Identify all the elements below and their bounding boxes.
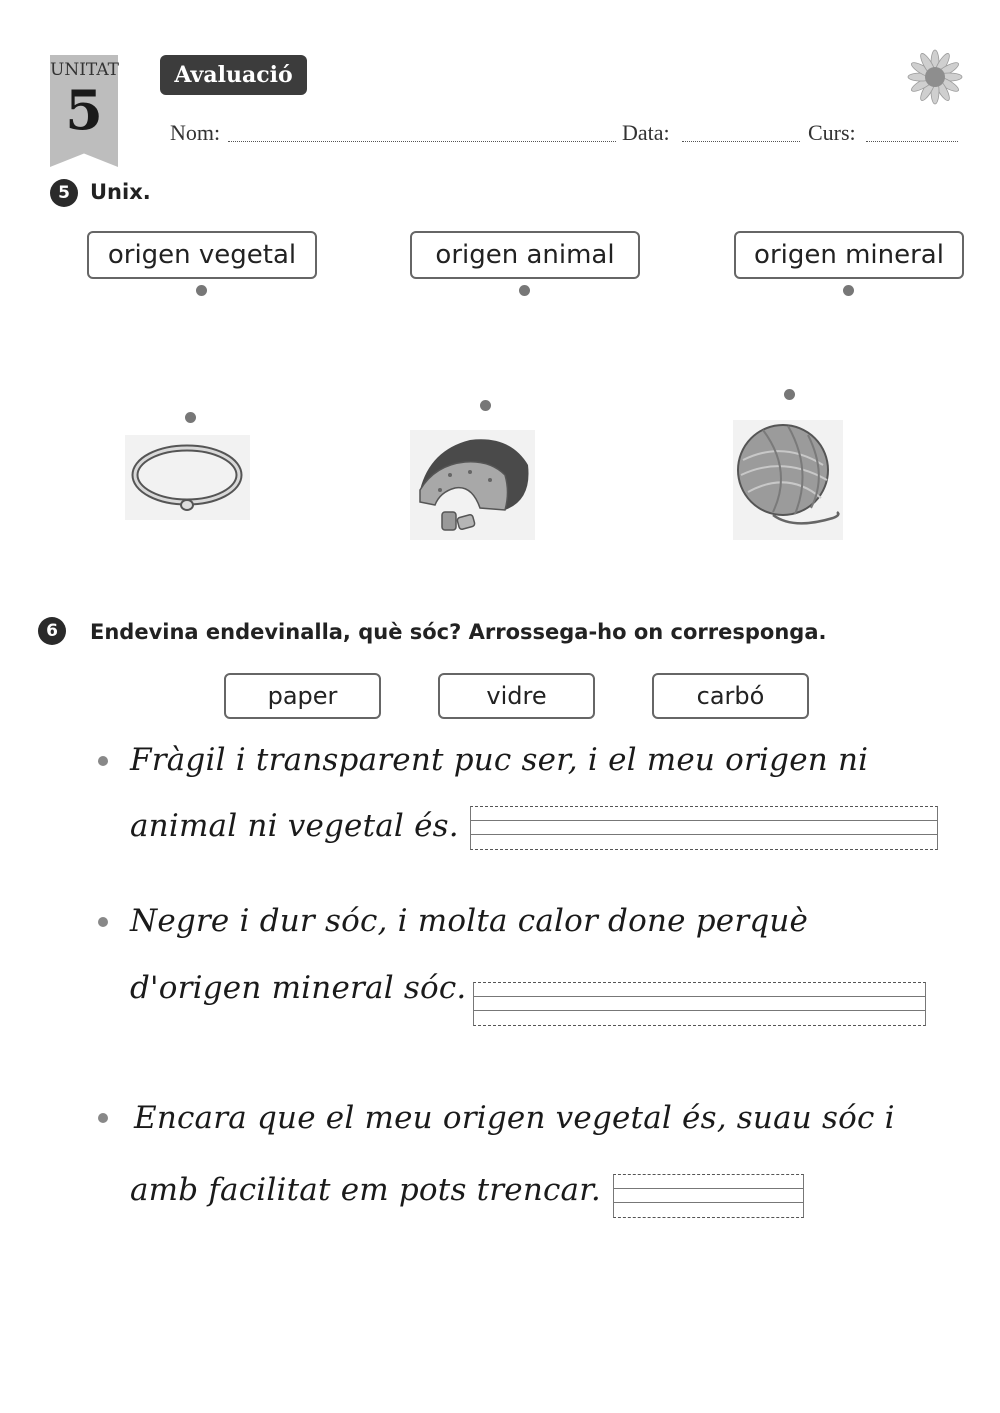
connect-dot-vegetal[interactable] <box>196 285 207 296</box>
exercise-5-number: 5 <box>50 179 78 207</box>
connect-dot-mineral[interactable] <box>843 285 854 296</box>
course-label: Curs: <box>808 120 856 145</box>
unit-number: 5 <box>65 78 103 142</box>
bracelet-icon <box>125 435 250 520</box>
category-vegetal: origen vegetal <box>87 231 317 279</box>
riddle-bullet <box>98 756 108 766</box>
answer-drop-2[interactable] <box>473 982 926 1026</box>
category-mineral: origen mineral <box>734 231 964 279</box>
date-label: Data: <box>622 120 670 145</box>
riddle-2-line-1: Negre i dur sóc, i molta calor done perquè <box>130 903 809 939</box>
connect-dot-bracelet[interactable] <box>185 412 196 423</box>
riddle-bullet <box>98 917 108 927</box>
answer-drop-3[interactable] <box>613 1174 804 1218</box>
unit-label: UNITAT <box>50 60 120 80</box>
flower-icon <box>906 48 964 106</box>
word-carbo[interactable]: carbó <box>652 673 809 719</box>
connect-dot-yarn[interactable] <box>784 389 795 400</box>
riddle-1-line-2: animal ni vegetal és. <box>130 808 459 844</box>
exercise-6-number: 6 <box>38 617 66 645</box>
cork-icon <box>410 430 535 540</box>
name-field[interactable] <box>228 140 616 142</box>
connect-dot-cork[interactable] <box>480 400 491 411</box>
course-field[interactable] <box>866 140 958 142</box>
date-field[interactable] <box>682 140 800 142</box>
evaluation-badge: Avaluació <box>160 55 307 95</box>
answer-drop-1[interactable] <box>470 806 938 850</box>
category-animal: origen animal <box>410 231 640 279</box>
connect-dot-animal[interactable] <box>519 285 530 296</box>
word-vidre[interactable]: vidre <box>438 673 595 719</box>
riddle-3-line-2: amb facilitat em pots trencar. <box>130 1172 601 1208</box>
word-paper[interactable]: paper <box>224 673 381 719</box>
riddle-bullet <box>98 1113 108 1123</box>
exercise-5-title: Unix. <box>90 180 151 204</box>
yarn-ball-icon <box>733 420 843 540</box>
exercise-6-title: Endevina endevinalla, què sóc? Arrossega-ho on corresponga. <box>90 620 827 644</box>
name-label: Nom: <box>170 120 221 145</box>
riddle-1-line-1: Fràgil i transparent puc ser, i el meu origen ni <box>130 742 869 778</box>
riddle-3-line-1: Encara que el meu origen vegetal és, suau sóc i <box>134 1100 895 1136</box>
riddle-2-line-2: d'origen mineral sóc. <box>130 970 467 1006</box>
